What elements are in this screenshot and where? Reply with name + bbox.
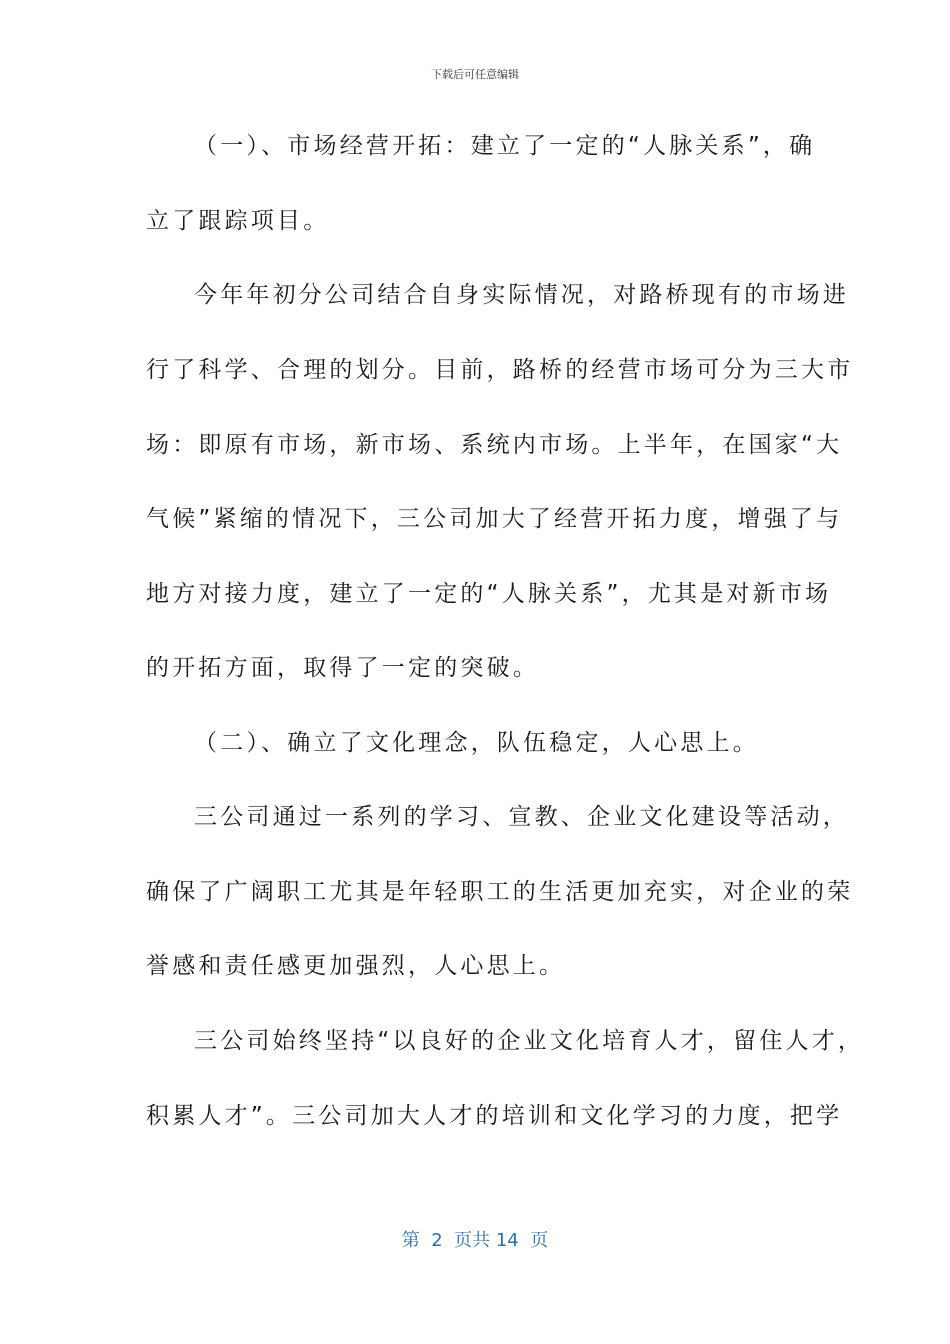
- paragraph-line: 今年年初分公司结合自身实际情况，对路桥现有的市场进: [194, 282, 849, 308]
- paragraph-line: 立了跟踪项目。: [146, 208, 330, 234]
- paragraph-line: 场：即原有市场，新市场、系统内市场。上半年，在国家“大: [146, 432, 843, 458]
- page-number-footer: 第 2 页共 14 页: [401, 1230, 549, 1251]
- paragraph-line: 气候”紧缩的情况下，三公司加大了经营开拓力度，增强了与: [146, 506, 843, 532]
- paragraph-line: 积累人才”。三公司加大人才的培训和文化学习的力度，把学: [146, 1103, 843, 1129]
- paragraph-line: 三公司始终坚持“以良好的企业文化培育人才，留住人才，: [194, 1028, 865, 1054]
- paragraph-line: 的开拓方面，取得了一定的突破。: [146, 655, 539, 681]
- paragraph-line: （二）、确立了文化理念，队伍稳定，人心思上。: [194, 730, 759, 756]
- paragraph-line: 誉感和责任感更加强烈，人心思上。: [146, 953, 566, 979]
- paragraph-line: （一）、市场经营开拓：建立了一定的“人脉关系”，确: [194, 133, 816, 159]
- paragraph-line: 三公司通过一系列的学习、宣教、企业文化建设等活动，: [194, 804, 849, 830]
- paragraph-line: 地方对接力度，建立了一定的“人脉关系”，尤其是对新市场: [146, 581, 832, 607]
- paragraph-line: 行了科学、合理的划分。目前，路桥的经营市场可分为三大市: [146, 357, 854, 383]
- header-note: 下载后可任意编辑: [431, 68, 519, 81]
- paragraph-line: 确保了广阔职工尤其是年轻职工的生活更加充实，对企业的荣: [146, 879, 854, 905]
